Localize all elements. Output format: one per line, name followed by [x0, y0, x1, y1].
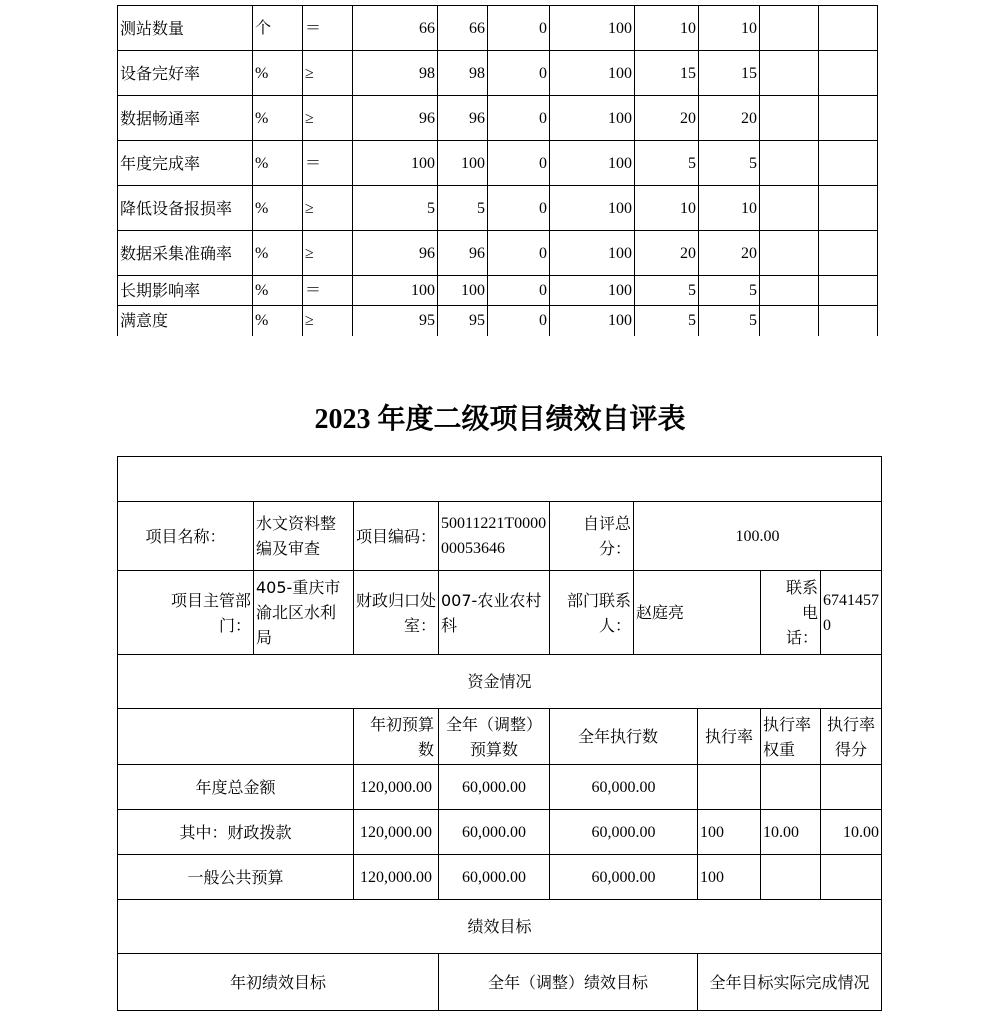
indicator-actual: 100 — [438, 141, 488, 186]
phone-value: 67414570 — [821, 571, 882, 655]
contact-value: 赵庭亮 — [634, 571, 761, 655]
goal-actual-header: 全年目标实际完成情况 — [698, 954, 882, 1011]
page-title: 2023 年度二级项目绩效自评表 — [314, 404, 686, 435]
indicator-actual: 5 — [438, 186, 488, 231]
indicator-weight: 15 — [635, 51, 699, 96]
finance-value: 007-农业农村科 — [439, 571, 550, 655]
blank-header-row — [118, 457, 882, 502]
indicator-deviation: 0 — [488, 231, 550, 276]
indicator-blank — [819, 6, 878, 51]
score-value: 100.00 — [634, 502, 882, 571]
indicator-target: 100 — [353, 141, 438, 186]
indicator-operator: ≥ — [303, 186, 353, 231]
indicator-blank — [819, 141, 878, 186]
header-score: 执行率得分 — [821, 709, 882, 765]
indicator-score: 10 — [699, 186, 760, 231]
funds-row — [118, 810, 882, 855]
indicator-row — [118, 96, 878, 141]
indicator-unit: 个 — [253, 6, 303, 51]
indicator-deviation: 0 — [488, 306, 550, 336]
indicator-row — [118, 51, 878, 96]
indicator-actual: 66 — [438, 6, 488, 51]
indicator-operator: ＝ — [303, 276, 353, 306]
indicator-deviation: 0 — [488, 186, 550, 231]
indicator-row — [118, 306, 878, 336]
indicator-operator: ＝ — [303, 6, 353, 51]
indicator-completion: 100 — [550, 51, 635, 96]
indicator-row — [118, 141, 878, 186]
indicator-blank — [760, 231, 819, 276]
indicator-weight: 20 — [635, 231, 699, 276]
finance-label: 财政归口处室： — [354, 571, 439, 655]
indicator-deviation: 0 — [488, 141, 550, 186]
indicator-deviation: 0 — [488, 276, 550, 306]
score-label: 自评总分： — [550, 502, 634, 571]
indicator-unit: % — [253, 186, 303, 231]
indicator-actual: 98 — [438, 51, 488, 96]
funds-row-label: 年度总金额 — [118, 765, 354, 810]
funds-adjusted: 60,000.00 — [439, 855, 550, 900]
indicator-completion: 100 — [550, 6, 635, 51]
indicator-blank — [819, 306, 878, 336]
indicator-target: 96 — [353, 231, 438, 276]
funds-budget: 120,000.00 — [354, 810, 439, 855]
indicator-blank — [819, 51, 878, 96]
evaluation-table — [117, 456, 882, 1011]
indicator-row — [118, 6, 878, 51]
indicator-weight: 5 — [635, 141, 699, 186]
indicator-weight: 5 — [635, 306, 699, 336]
indicator-operator: ≥ — [303, 51, 353, 96]
indicator-actual: 96 — [438, 96, 488, 141]
project-name-value: 水文资料整编及审查 — [254, 502, 354, 571]
funds-budget: 120,000.00 — [354, 855, 439, 900]
indicator-score: 20 — [699, 231, 760, 276]
indicator-unit: % — [253, 96, 303, 141]
funds-score: 10.00 — [821, 810, 882, 855]
project-code-value: 50011221T000000053646 — [439, 502, 550, 571]
indicator-deviation: 0 — [488, 6, 550, 51]
funds-executed: 60,000.00 — [550, 855, 698, 900]
indicator-completion: 100 — [550, 231, 635, 276]
indicator-target: 5 — [353, 186, 438, 231]
goals-section-heading: 绩效目标 — [118, 900, 882, 954]
indicator-operator: ≥ — [303, 96, 353, 141]
indicator-deviation: 0 — [488, 51, 550, 96]
funds-section-heading: 资金情况 — [118, 655, 882, 709]
indicator-completion: 100 — [550, 96, 635, 141]
funds-rate — [698, 765, 761, 810]
funds-score — [821, 765, 882, 810]
indicator-actual: 96 — [438, 231, 488, 276]
indicator-deviation: 0 — [488, 96, 550, 141]
indicator-target: 100 — [353, 276, 438, 306]
indicator-name: 数据畅通率 — [118, 96, 253, 141]
indicator-unit: % — [253, 141, 303, 186]
indicator-name: 数据采集准确率 — [118, 231, 253, 276]
indicator-name: 长期影响率 — [118, 276, 253, 306]
indicator-unit: % — [253, 276, 303, 306]
indicator-actual: 100 — [438, 276, 488, 306]
indicator-score: 5 — [699, 306, 760, 336]
indicator-score: 5 — [699, 276, 760, 306]
indicator-unit: % — [253, 306, 303, 336]
indicator-name: 设备完好率 — [118, 51, 253, 96]
indicator-unit: % — [253, 51, 303, 96]
indicator-name: 满意度 — [118, 306, 253, 336]
indicator-score: 5 — [699, 141, 760, 186]
funds-executed: 60,000.00 — [550, 810, 698, 855]
indicator-blank — [819, 96, 878, 141]
funds-budget: 120,000.00 — [354, 765, 439, 810]
indicator-blank — [760, 51, 819, 96]
funds-row-label: 其中：财政拨款 — [118, 810, 354, 855]
indicator-table — [117, 5, 878, 336]
indicator-blank — [760, 6, 819, 51]
indicator-name: 年度完成率 — [118, 141, 253, 186]
funds-weight: 10.00 — [761, 810, 821, 855]
indicator-weight: 20 — [635, 96, 699, 141]
indicator-weight: 10 — [635, 6, 699, 51]
indicator-operator: ≥ — [303, 306, 353, 336]
indicator-blank — [760, 276, 819, 306]
indicator-blank — [760, 141, 819, 186]
indicator-weight: 10 — [635, 186, 699, 231]
indicator-blank — [760, 306, 819, 336]
indicator-row — [118, 231, 878, 276]
funds-adjusted: 60,000.00 — [439, 765, 550, 810]
indicator-row — [118, 186, 878, 231]
project-code-label: 项目编码： — [354, 502, 439, 571]
project-name-label: 项目名称： — [118, 502, 254, 571]
goal-initial-header: 年初绩效目标 — [118, 954, 439, 1011]
indicator-target: 96 — [353, 96, 438, 141]
indicator-score: 10 — [699, 6, 760, 51]
indicator-score: 20 — [699, 96, 760, 141]
funds-header-blank — [118, 709, 354, 765]
goal-adjusted-header: 全年（调整）绩效目标 — [439, 954, 698, 1011]
indicator-target: 98 — [353, 51, 438, 96]
indicator-name: 测站数量 — [118, 6, 253, 51]
header-rate: 执行率 — [698, 709, 761, 765]
indicator-operator: ＝ — [303, 141, 353, 186]
header-weight: 执行率权重 — [761, 709, 821, 765]
funds-executed: 60,000.00 — [550, 765, 698, 810]
indicator-row — [118, 276, 878, 306]
funds-rate: 100 — [698, 810, 761, 855]
funds-score — [821, 855, 882, 900]
header-budget: 年初预算数 — [354, 709, 439, 765]
funds-weight — [761, 855, 821, 900]
indicator-blank — [760, 96, 819, 141]
header-adjusted: 全年（调整）预算数 — [439, 709, 550, 765]
dept-label: 项目主管部门： — [118, 571, 254, 655]
indicator-operator: ≥ — [303, 231, 353, 276]
indicator-blank — [760, 186, 819, 231]
indicator-unit: % — [253, 231, 303, 276]
indicator-score: 15 — [699, 51, 760, 96]
header-executed: 全年执行数 — [550, 709, 698, 765]
funds-weight — [761, 765, 821, 810]
indicator-completion: 100 — [550, 306, 635, 336]
indicator-completion: 100 — [550, 276, 635, 306]
funds-rate: 100 — [698, 855, 761, 900]
funds-row-label: 一般公共预算 — [118, 855, 354, 900]
dept-value: 405-重庆市渝北区水利局 — [254, 571, 354, 655]
indicator-blank — [819, 231, 878, 276]
indicator-blank — [819, 276, 878, 306]
indicator-weight: 5 — [635, 276, 699, 306]
indicator-completion: 100 — [550, 186, 635, 231]
indicator-target: 66 — [353, 6, 438, 51]
funds-adjusted: 60,000.00 — [439, 810, 550, 855]
indicator-blank — [819, 186, 878, 231]
funds-row — [118, 855, 882, 900]
indicator-completion: 100 — [550, 141, 635, 186]
phone-label: 联系电话： — [761, 571, 821, 655]
contact-label: 部门联系人： — [550, 571, 634, 655]
funds-row — [118, 765, 882, 810]
indicator-target: 95 — [353, 306, 438, 336]
indicator-actual: 95 — [438, 306, 488, 336]
indicator-name: 降低设备报损率 — [118, 186, 253, 231]
